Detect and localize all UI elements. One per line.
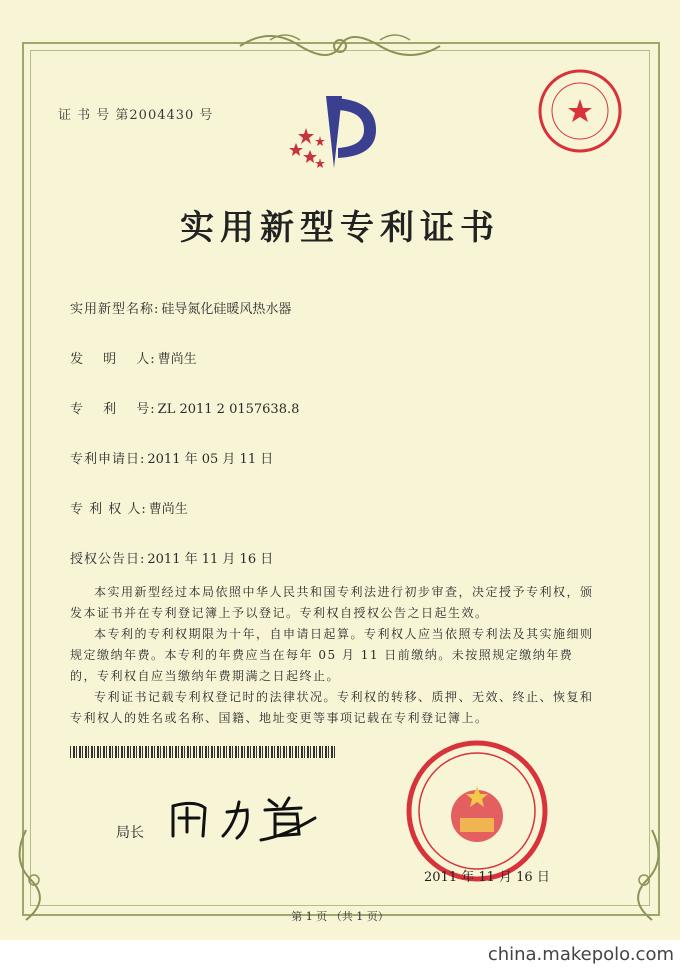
field-label: 发 明 人: (70, 352, 156, 367)
utility-model-name-field (70, 298, 291, 317)
patent-number-field (70, 398, 299, 417)
patent-office-logo-icon (276, 88, 392, 178)
director-label: 局长 (116, 825, 144, 841)
field-label: 授权公告日: (70, 552, 146, 567)
national-ip-office-seal-icon (404, 738, 550, 884)
agency-seal-icon (535, 66, 625, 156)
body-paragraph: 本专利的专利权期限为十年，自申请日起算。专利权人应当依照专利法及其实施细则规定缴纳年费。本专利的年费应当在每年 05 月 11 日前缴纳。未按照规定缴纳年费的，专利权自应当缴纳年费期满之日起终止。 (70, 627, 594, 683)
page-number: 第 1 页 （共 1 页） (291, 910, 389, 923)
field-label: 专 利 号: (70, 402, 156, 417)
field-value: 曹尚生 (157, 352, 197, 367)
certificate-inner-border (30, 50, 650, 906)
body-paragraph: 本实用新型经过本局依照中华人民共和国专利法进行初步审查，决定授予专利权，颁发本证书并在专利登记簿上予以登记。专利权自授权公告之日起生效。 (70, 585, 594, 620)
field-value: 2011 年 05 月 11 日 (147, 452, 274, 467)
application-date-field (70, 448, 273, 467)
director-signature (165, 788, 325, 848)
certificate-number: 证 书 号 第2004430 号 (58, 108, 214, 123)
inventor-field (70, 348, 197, 367)
top-ornament (230, 26, 450, 66)
certificate-body-text (70, 582, 600, 729)
field-value: 曹尚生 (148, 502, 188, 517)
field-value: ZL 2011 2 0157638.8 (157, 402, 300, 417)
patentee-field (70, 498, 188, 517)
field-value: 硅导氮化硅暖风热水器 (161, 302, 292, 317)
field-label: 实用新型名称: (70, 302, 160, 317)
source-watermark: china.makepolo.com (487, 944, 674, 965)
certificate-title: 实用新型专利证书 (180, 208, 500, 248)
field-value: 2011 年 11 月 16 日 (147, 552, 274, 567)
field-label: 专利申请日: (70, 452, 146, 467)
field-label: 专 利 权 人: (70, 502, 147, 517)
barcode (70, 746, 336, 758)
grant-announcement-date-field (70, 548, 273, 567)
issue-date: 2011 年 11 月 16 日 (424, 870, 550, 885)
body-paragraph: 专利证书记载专利权登记时的法律状况。专利权的转移、质押、无效、终止、恢复和专利权人的姓名或名称、国籍、地址变更等事项记载在专利登记簿上。 (70, 690, 594, 725)
